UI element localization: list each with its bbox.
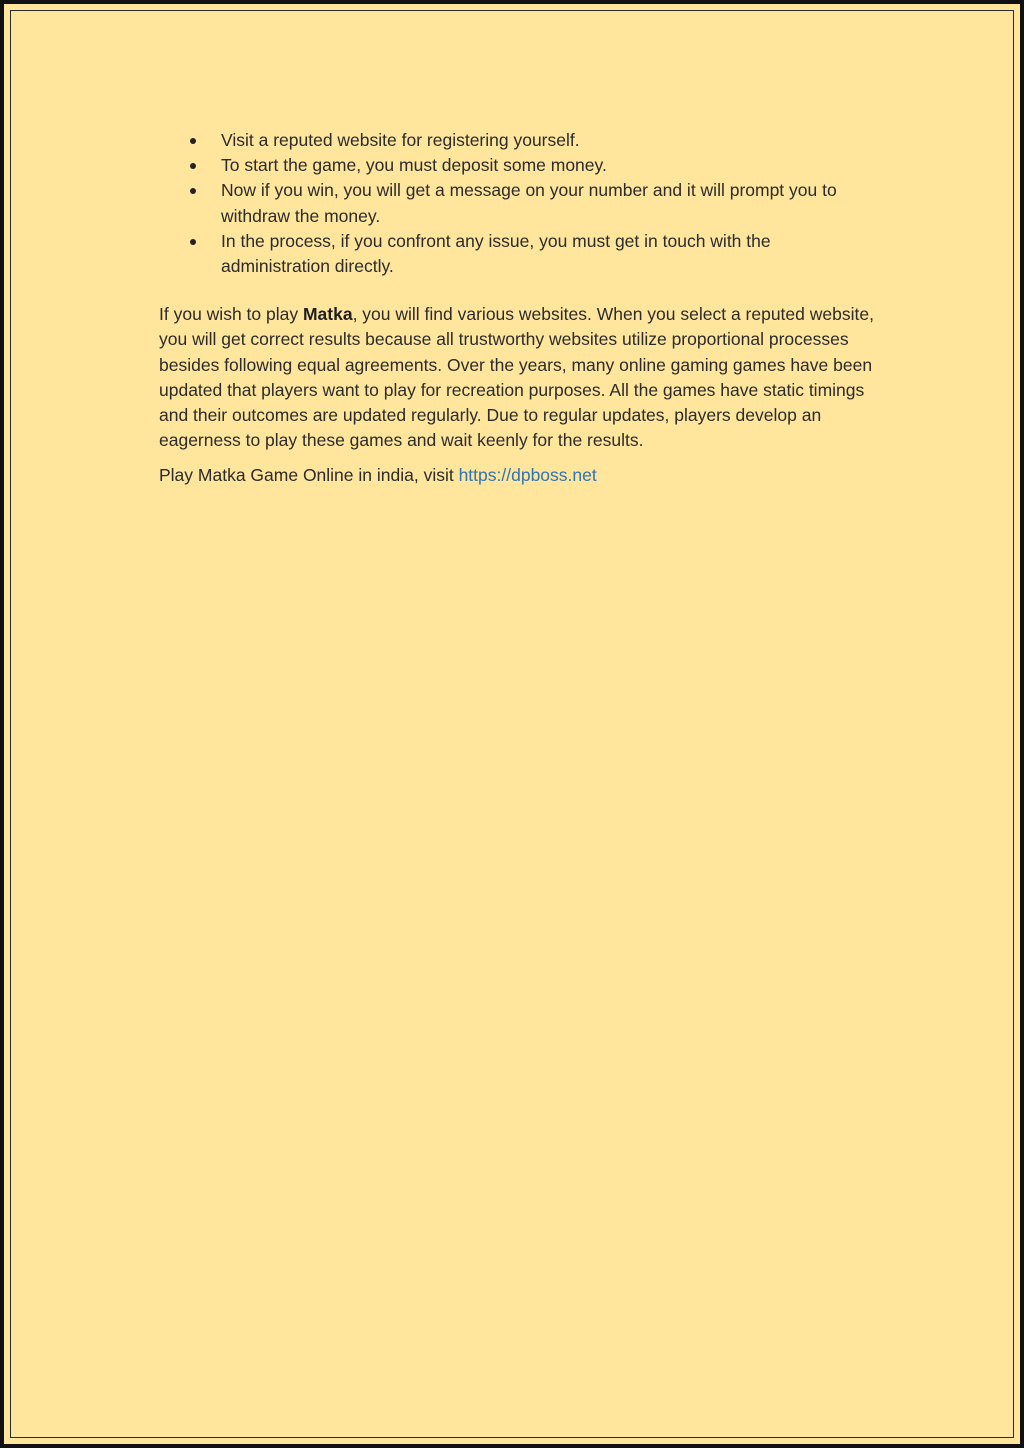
matka-bold-term: Matka — [302, 304, 353, 325]
steps-list — [159, 128, 879, 279]
list-item-text: To start the game, you must deposit some money. — [221, 155, 607, 176]
paragraph-text-start: If you wish to play — [159, 304, 303, 325]
cta-text: Play Matka Game Online in india, visit — [159, 465, 459, 486]
list-item — [159, 128, 879, 153]
list-item-text: Now if you win, you will get a message on your number and it will prompt you to withdraw the money. — [221, 180, 837, 226]
document-content — [159, 128, 879, 489]
list-item-text: In the process, if you confront any issue, you must get in touch with the administration directly. — [221, 230, 771, 277]
body-paragraph — [159, 302, 879, 453]
bullet-icon — [190, 188, 196, 194]
paragraph-text-rest: , you will find various websites. When you select a reputed website, you will get correct results because all trustworthy websites utilize proportional processes besides following equal agreements. Over the years, many online gaming games have been updated that players want to play for recreation purposes. All the games have static timings and their outcomes are updated regularly. Due to regular updates, players develop an eagerness to play these games and wait keenly for the results. — [159, 304, 874, 451]
bullet-icon — [190, 138, 196, 144]
dpboss-link[interactable]: https://dpboss.net — [458, 465, 597, 486]
cta-paragraph — [159, 463, 879, 488]
list-item — [159, 153, 879, 178]
bullet-icon — [190, 163, 196, 169]
list-item — [159, 178, 879, 228]
list-item — [159, 229, 879, 279]
list-item-text: Visit a reputed website for registering yourself. — [221, 130, 580, 150]
bullet-icon — [190, 239, 196, 245]
